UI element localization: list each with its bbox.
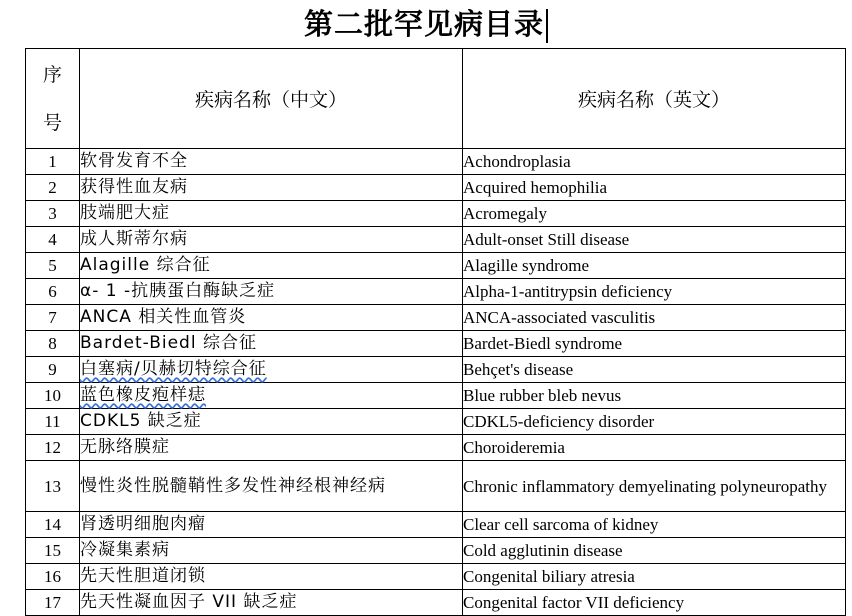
- table-row: [26, 512, 846, 538]
- header-seq: [26, 49, 80, 149]
- rare-disease-table: [25, 48, 846, 616]
- row-number: 8: [26, 331, 80, 357]
- disease-name-en: Clear cell sarcoma of kidney: [463, 512, 846, 538]
- disease-name-en: CDKL5-deficiency disorder: [463, 409, 846, 435]
- table-row: [26, 564, 846, 590]
- row-number: 3: [26, 201, 80, 227]
- disease-name-cn: 成人斯蒂尔病: [80, 227, 463, 253]
- row-number: 10: [26, 383, 80, 409]
- header-seq-line1: 序: [42, 63, 62, 86]
- document-title: [0, 4, 852, 44]
- disease-name-cn: [80, 357, 463, 383]
- disease-name-cn: 获得性血友病: [80, 175, 463, 201]
- row-number: 13: [26, 461, 80, 512]
- row-number: 7: [26, 305, 80, 331]
- row-number: 15: [26, 538, 80, 564]
- disease-name-en: Adult-onset Still disease: [463, 227, 846, 253]
- row-number: 12: [26, 435, 80, 461]
- disease-name-cn: 冷凝集素病: [80, 538, 463, 564]
- disease-name-en: Chronic inflammatory demyelinating polyneuropathy: [463, 461, 846, 512]
- text-cursor: [546, 9, 548, 43]
- table-row: [26, 409, 846, 435]
- disease-name-cn: 先天性胆道闭锁: [80, 564, 463, 590]
- disease-name-en: ANCA-associated vasculitis: [463, 305, 846, 331]
- table-row: [26, 435, 846, 461]
- row-number: 6: [26, 279, 80, 305]
- disease-name-en: Achondroplasia: [463, 149, 846, 175]
- disease-name-en: Blue rubber bleb nevus: [463, 383, 846, 409]
- disease-name-en: Congenital biliary atresia: [463, 564, 846, 590]
- row-number: 17: [26, 590, 80, 616]
- disease-name-cn: 肾透明细胞肉瘤: [80, 512, 463, 538]
- row-number: 5: [26, 253, 80, 279]
- table-row: [26, 383, 846, 409]
- disease-name-en: Alagille syndrome: [463, 253, 846, 279]
- table-row: [26, 331, 846, 357]
- row-number: 1: [26, 149, 80, 175]
- disease-name-en: Choroideremia: [463, 435, 846, 461]
- row-number: 14: [26, 512, 80, 538]
- header-name-en: 疾病名称（英文）: [463, 49, 846, 149]
- table-row: [26, 227, 846, 253]
- row-number: 9: [26, 357, 80, 383]
- disease-name-en: Congenital factor VII deficiency: [463, 590, 846, 616]
- table-row: [26, 279, 846, 305]
- table-row: [26, 357, 846, 383]
- disease-name-en: Acromegaly: [463, 201, 846, 227]
- table-row: [26, 175, 846, 201]
- disease-name-cn: CDKL5 缺乏症: [80, 409, 463, 435]
- table-row: [26, 253, 846, 279]
- table-row: [26, 461, 846, 512]
- table-row: [26, 305, 846, 331]
- table-row: [26, 149, 846, 175]
- row-number: 16: [26, 564, 80, 590]
- disease-name-cn: Alagille 综合征: [80, 253, 463, 279]
- table-row: [26, 590, 846, 616]
- spellcheck-underlined-text: 白塞病/贝赫切特综合征: [80, 359, 267, 379]
- disease-name-cn: [80, 383, 463, 409]
- disease-name-cn: Bardet-Biedl 综合征: [80, 331, 463, 357]
- disease-name-en: Bardet-Biedl syndrome: [463, 331, 846, 357]
- spellcheck-underlined-text: 蓝色橡皮疱样痣: [80, 385, 206, 405]
- table-header-row: [26, 49, 846, 149]
- row-number: 2: [26, 175, 80, 201]
- disease-name-cn: ANCA 相关性血管炎: [80, 305, 463, 331]
- disease-name-cn: 先天性凝血因子 VII 缺乏症: [80, 590, 463, 616]
- disease-name-en: Cold agglutinin disease: [463, 538, 846, 564]
- row-number: 4: [26, 227, 80, 253]
- disease-name-cn: α- 1 -抗胰蛋白酶缺乏症: [80, 279, 463, 305]
- header-name-cn: 疾病名称（中文）: [80, 49, 463, 149]
- title-text: 第二批罕见病目录: [303, 7, 544, 41]
- table-row: [26, 538, 846, 564]
- disease-name-en: Acquired hemophilia: [463, 175, 846, 201]
- disease-name-en: Behçet's disease: [463, 357, 846, 383]
- disease-name-cn: 无脉络膜症: [80, 435, 463, 461]
- header-seq-line2: 号: [42, 111, 62, 134]
- disease-name-cn: 肢端肥大症: [80, 201, 463, 227]
- row-number: 11: [26, 409, 80, 435]
- disease-name-en: Alpha-1-antitrypsin deficiency: [463, 279, 846, 305]
- table-row: [26, 201, 846, 227]
- disease-name-cn: 慢性炎性脱髓鞘性多发性神经根神经病: [80, 461, 463, 512]
- disease-name-cn: 软骨发育不全: [80, 149, 463, 175]
